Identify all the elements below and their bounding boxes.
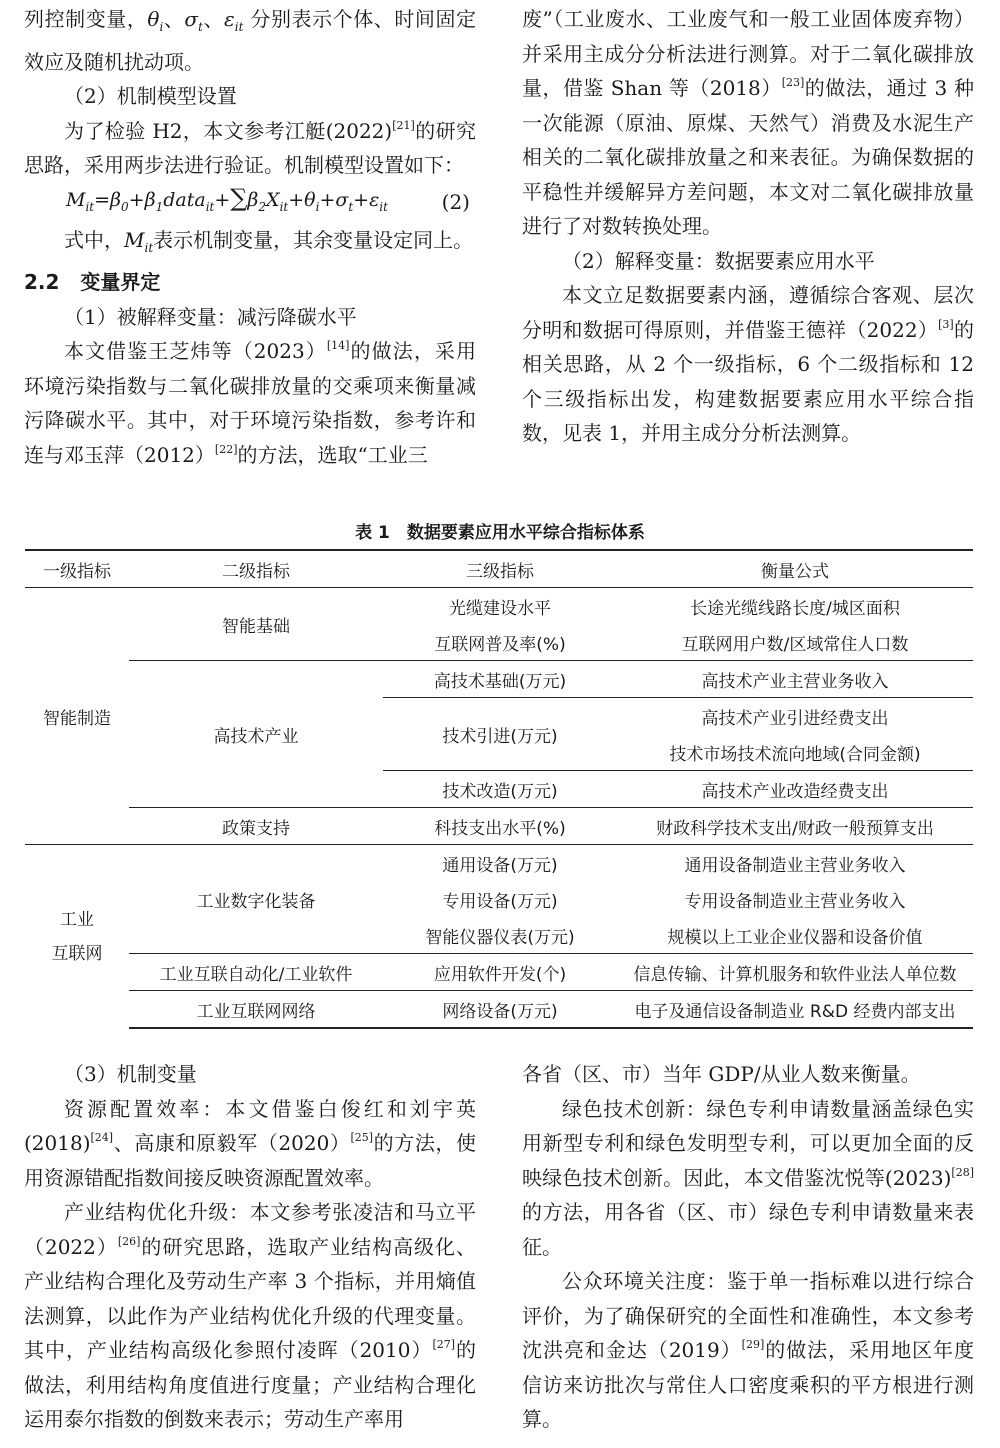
formula-cell: 电子及通信设备制造业 R&D 经费内部支出 (617, 991, 973, 1029)
table-row (25, 588, 973, 625)
formula-cell: 高技术产业引进经费支出 (701, 708, 889, 729)
formula-cell: 规模以上工业企业仪器和设备价值 (617, 917, 973, 954)
table-title: 表 1 数据要素应用水平综合指标体系 (355, 523, 645, 543)
formula-cell: 信息传输、计算机服务和软件业法人单位数 (617, 954, 973, 991)
level3-cell: 技术改造(万元) (383, 771, 617, 808)
indicator-table (25, 549, 973, 1029)
level3-cell: 通用设备(万元) (442, 855, 558, 876)
level2-cell: 智能基础 (129, 588, 383, 661)
paragraph-green-innovation: 绿色技术创新：绿色专利申请数量涵盖绿色实用新型专利和绿色发明型专利，可以更加全面的反映绿色技术创新。因此，本文借鉴沈悦等(2023)[28]的方法，用各省（区、市）绿色专利申请数量来表征。 (522, 1096, 974, 1259)
heading-mechanism-model: （2）机制模型设置 (64, 84, 237, 108)
equation-2 (24, 183, 476, 223)
table-row (25, 991, 973, 1029)
table-row (25, 808, 973, 845)
paragraph-mechanism-var: 式中，$M_{it}$表示机制变量，其余变量设定同上。 (64, 227, 474, 255)
level1-cell: 智能制造 (25, 588, 129, 845)
level3-cell: 高技术基础(万元) (383, 661, 617, 698)
paragraph-mechanism-intro: 为了检验 H2，本文参考江艇(2022)[21]的研究思路，采用两步法进行验证。机制模型设置如下： (24, 118, 477, 177)
heading-mechanism-vars: （3）机制变量 (64, 1062, 197, 1086)
formula-cell: 长途光缆线路长度/城区面积 (690, 598, 900, 619)
table-row (25, 845, 973, 882)
formula-cell: 专用设备制造业主营业务收入 (684, 891, 906, 912)
level2-cell: 政策支持 (129, 808, 383, 845)
level3-cell: 应用软件开发(个) (383, 954, 617, 991)
level2-cell: 工业互联自动化/工业软件 (129, 954, 383, 991)
level3-cell: 智能仪器仪表(万元) (383, 917, 617, 954)
formula-cell: 技术市场技术流向地域(合同金额) (617, 734, 973, 771)
level3-cell: 技术引进(万元) (383, 698, 617, 771)
paragraph-public-attention: 公众环境关注度：鉴于单一指标难以进行综合评价，为了确保研究的全面性和准确性，本文参考沈洪亮和金达（2019）[29]的做法，采用地区年度信访来访批次与常住人口密度乘积的平方根进行测算。 (522, 1269, 975, 1431)
header-level3: 三级指标 (383, 550, 617, 588)
header-formula: 衡量公式 (617, 550, 973, 588)
level3-cell: 科技支出水平(%) (383, 808, 617, 845)
level3-cell: 光缆建设水平 (449, 598, 551, 619)
level1-cell: 工业 互联网 (51, 909, 103, 964)
header-level2: 二级指标 (129, 550, 383, 588)
section-heading-2-2: 2.2 变量界定 (24, 270, 161, 294)
formula-cell: 通用设备制造业主营业务收入 (684, 855, 906, 876)
paragraph-co2: 废”（工业废水、工业废气和一般工业固体废弃物）并采用主成分分析法进行测算。对于二氧化碳排放量，借鉴 Shan 等（2018）[23]的做法，通过 3 种一次能源（原油、原煤、天然气）消费及水泥生产相关的二氧化碳排放量之和来表征。为确保数据的平稳性并缓解异方差问题，本文对二氧化碳排放量进行了对数转换处理。 (522, 7, 974, 238)
paragraph-control-vars: 列控制变量，$\theta_i$、$\sigma_t$、$\varepsilon_{it}$ 分别表示个体、时间固定效应及随机扰动项。 (24, 7, 477, 74)
formula-cell: 高技术产业改造经费支出 (617, 771, 973, 808)
paragraph-labor-productivity: 各省（区、市）当年 GDP/从业人数来衡量。 (522, 1062, 921, 1086)
level3-cell: 网络设备(万元) (383, 991, 617, 1029)
level2-cell: 高技术产业 (129, 661, 383, 808)
formula-cell: 高技术产业主营业务收入 (617, 661, 973, 698)
header-level1: 一级指标 (25, 550, 129, 588)
table-row (25, 661, 973, 698)
formula-cell: 互联网用户数/区域常住人口数 (617, 624, 973, 661)
table-header-row (25, 550, 973, 588)
level3-cell: 互联网普及率(%) (383, 624, 617, 661)
table-row (25, 954, 973, 991)
top-right-column (522, 2, 974, 451)
bottom-right-column (522, 1057, 974, 1437)
equation-formula: $M_{it}=\beta_0+\beta_1data_{it}+\sum\beta_2X_{it}+\theta_i+\sigma_t+\varepsilon_{it}$ (66, 183, 388, 214)
paragraph-industrial-structure: 产业结构优化升级：本文参考张凌洁和马立平（2022）[26]的研究思路，选取产业结构高级化、产业结构合理化及劳动生产率 3 个指标，并用熵值法测算，以此作为产业结构优化升级的代理变量。其中，产业结构高级化参照付凌晖（2010）[27]的做法，利用结构角度值进行度量；产业结构合理化运用泰尔指数的倒数来表示；劳动生产率用 (24, 1200, 477, 1431)
level2-cell: 工业互联网网络 (129, 991, 383, 1029)
equation-number: (2) (441, 190, 470, 215)
bottom-left-column (24, 1057, 476, 1437)
paragraph-resource-allocation: 资源配置效率：本文借鉴白俊红和刘宇英(2018)[24]、高康和原毅军（2020）[25]的方法，使用资源错配指数间接反映资源配置效率。 (24, 1096, 476, 1190)
level2-cell: 工业数字化装备 (129, 845, 383, 954)
formula-cell: 财政科学技术支出/财政一般预算支出 (617, 808, 973, 845)
paragraph-explanatory-var: 本文立足数据要素内涵，遵循综合客观、层次分明和数据可得原则，并借鉴王德祥（2022）[3]的相关思路，从 2 个一级指标，6 个二级指标和 12 个三级指标出发，构建数据要素应用水平综合指数，见表 1，并用主成分分析法测算。 (522, 283, 974, 445)
paragraph-dependent-var: 本文借鉴王芝炜等（2023）[14]的做法，采用环境污染指数与二氧化碳排放量的交乘项来衡量减污降碳水平。其中，对于环境污染指数，参考许和连与邓玉萍（2012）[22]的方法，选取“工业三 (24, 339, 476, 467)
level3-cell: 专用设备(万元) (442, 891, 558, 912)
heading-explanatory-var: （2）解释变量：数据要素应用水平 (562, 248, 875, 273)
top-left-column (24, 2, 476, 472)
heading-dependent-var: （1）被解释变量：减污降碳水平 (64, 304, 357, 329)
